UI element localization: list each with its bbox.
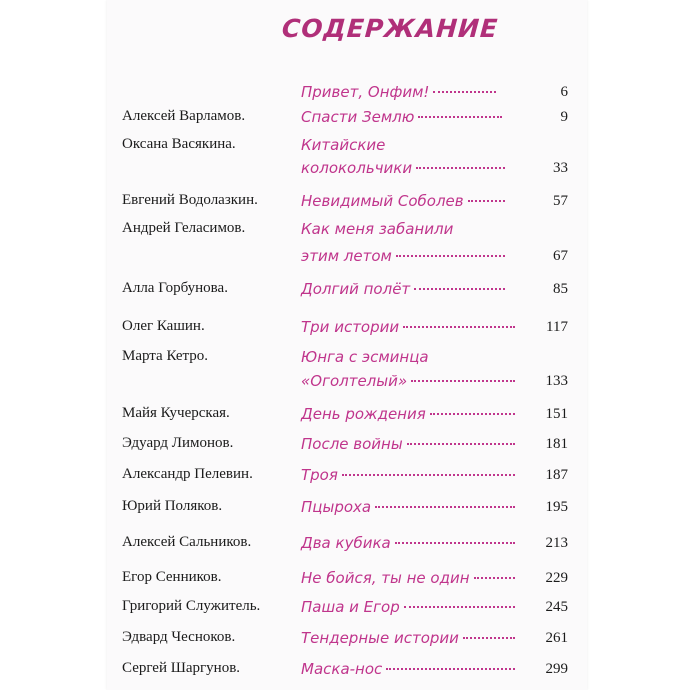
toc-title-line[interactable] (301, 218, 453, 240)
toc-title-text: Троя (301, 466, 338, 484)
toc-page-number: 6 (560, 84, 568, 100)
leader-dots (403, 326, 515, 328)
toc-page-number: 229 (545, 570, 568, 586)
toc-title-line[interactable] (301, 464, 519, 486)
toc-author: Эдвард Чесноков. (122, 629, 236, 645)
toc-title-text: «Оголтелый» (301, 372, 408, 390)
toc-title-text: Привет, Онфим! (301, 83, 430, 101)
toc-page-number: 195 (545, 499, 568, 515)
toc-page-number: 181 (545, 436, 568, 452)
toc-title-line[interactable] (301, 316, 519, 338)
toc-author: Александр Пелевин. (122, 466, 253, 482)
leader-dots (433, 91, 496, 93)
toc-title-line[interactable] (301, 81, 500, 103)
toc-title-line[interactable] (301, 567, 519, 589)
toc-title-text: Маска-нос (301, 660, 383, 678)
toc-title-text: Долгий полёт (301, 280, 411, 298)
toc-title-text: Спасти Землю (301, 108, 415, 126)
toc-title-text: Пцыроха (301, 498, 372, 516)
toc-title-line[interactable] (301, 134, 385, 156)
toc-title-line[interactable] (301, 245, 509, 267)
toc-author: Марта Кетро. (122, 348, 209, 364)
toc-author: Алексей Сальников. (122, 534, 252, 550)
leader-dots (468, 200, 505, 202)
toc-page-number: 33 (553, 160, 568, 176)
toc-title-line[interactable] (301, 346, 429, 368)
toc-title-text: День рождения (301, 405, 426, 423)
toc-title-text: Три истории (301, 318, 400, 336)
toc-page-number: 67 (553, 248, 568, 264)
toc-page-number: 117 (546, 319, 568, 335)
leader-dots (418, 116, 502, 118)
toc-title-text: Китайские (301, 136, 386, 154)
leader-dots (386, 668, 515, 670)
leader-dots (463, 637, 515, 639)
toc-title-line[interactable] (301, 190, 509, 212)
toc-title-line[interactable] (301, 596, 519, 618)
toc-title-line[interactable] (301, 106, 506, 128)
toc-title-line[interactable] (301, 157, 509, 179)
toc-author: Юрий Поляков. (122, 498, 223, 514)
toc-title-text: Паша и Егор (301, 598, 400, 616)
toc-title-text: колокольчики (301, 159, 413, 177)
leader-dots (414, 288, 505, 290)
leader-dots (416, 167, 505, 169)
toc-title-text: Не бойся, ты не один (301, 569, 470, 587)
toc-title-line[interactable] (301, 278, 509, 300)
toc-author: Егор Сенников. (122, 569, 222, 585)
leader-dots (396, 255, 505, 257)
toc-author: Майя Кучерская. (122, 405, 230, 421)
toc-title-line[interactable] (301, 403, 519, 425)
toc-author: Григорий Служитель. (122, 598, 261, 614)
toc-title-line[interactable] (301, 658, 519, 680)
toc-author: Евгений Водолазкин. (122, 192, 258, 208)
toc-author: Алла Горбунова. (122, 280, 228, 296)
toc-title-line[interactable] (301, 532, 519, 554)
toc-page-number: 133 (545, 373, 568, 389)
toc-title-text: Тендерные истории (301, 629, 459, 647)
toc-page-number: 299 (545, 661, 568, 677)
toc-title-text: После войны (301, 435, 403, 453)
toc-title-text: Как меня забанили (301, 220, 454, 238)
leader-dots (430, 413, 515, 415)
toc-author: Сергей Шаргунов. (122, 660, 241, 676)
toc-page-number: 213 (545, 535, 568, 551)
toc-page-number: 85 (553, 281, 568, 297)
toc-title-line[interactable] (301, 496, 519, 518)
toc-author: Андрей Геласимов. (122, 220, 246, 236)
toc-title-line[interactable] (301, 433, 519, 455)
toc-heading: СОДЕРЖАНИЕ (280, 14, 500, 43)
leader-dots (342, 474, 515, 476)
leader-dots (411, 380, 515, 382)
toc-title-text: Невидимый Соболев (301, 192, 464, 210)
leader-dots (407, 443, 515, 445)
toc-title-text: Два кубика (301, 534, 391, 552)
toc-page-number: 187 (545, 467, 568, 483)
toc-page-number: 57 (553, 193, 568, 209)
toc-title-text: Юнга с эсминца (301, 348, 429, 366)
toc-title-line[interactable] (301, 627, 519, 649)
toc-title-text: этим летом (301, 247, 392, 265)
toc-author: Олег Кашин. (122, 318, 205, 334)
leader-dots (474, 577, 515, 579)
toc-author: Алексей Варламов. (122, 108, 246, 124)
toc-title-line[interactable] (301, 370, 519, 392)
toc-page-number: 245 (545, 599, 568, 615)
toc-author: Эдуард Лимонов. (122, 435, 234, 451)
toc-author: Оксана Васякина. (122, 136, 236, 152)
leader-dots (395, 542, 515, 544)
toc-page-number: 151 (545, 406, 568, 422)
leader-dots (404, 606, 515, 608)
toc-page-number: 9 (560, 109, 568, 125)
toc-page-number: 261 (545, 630, 568, 646)
leader-dots (375, 506, 515, 508)
